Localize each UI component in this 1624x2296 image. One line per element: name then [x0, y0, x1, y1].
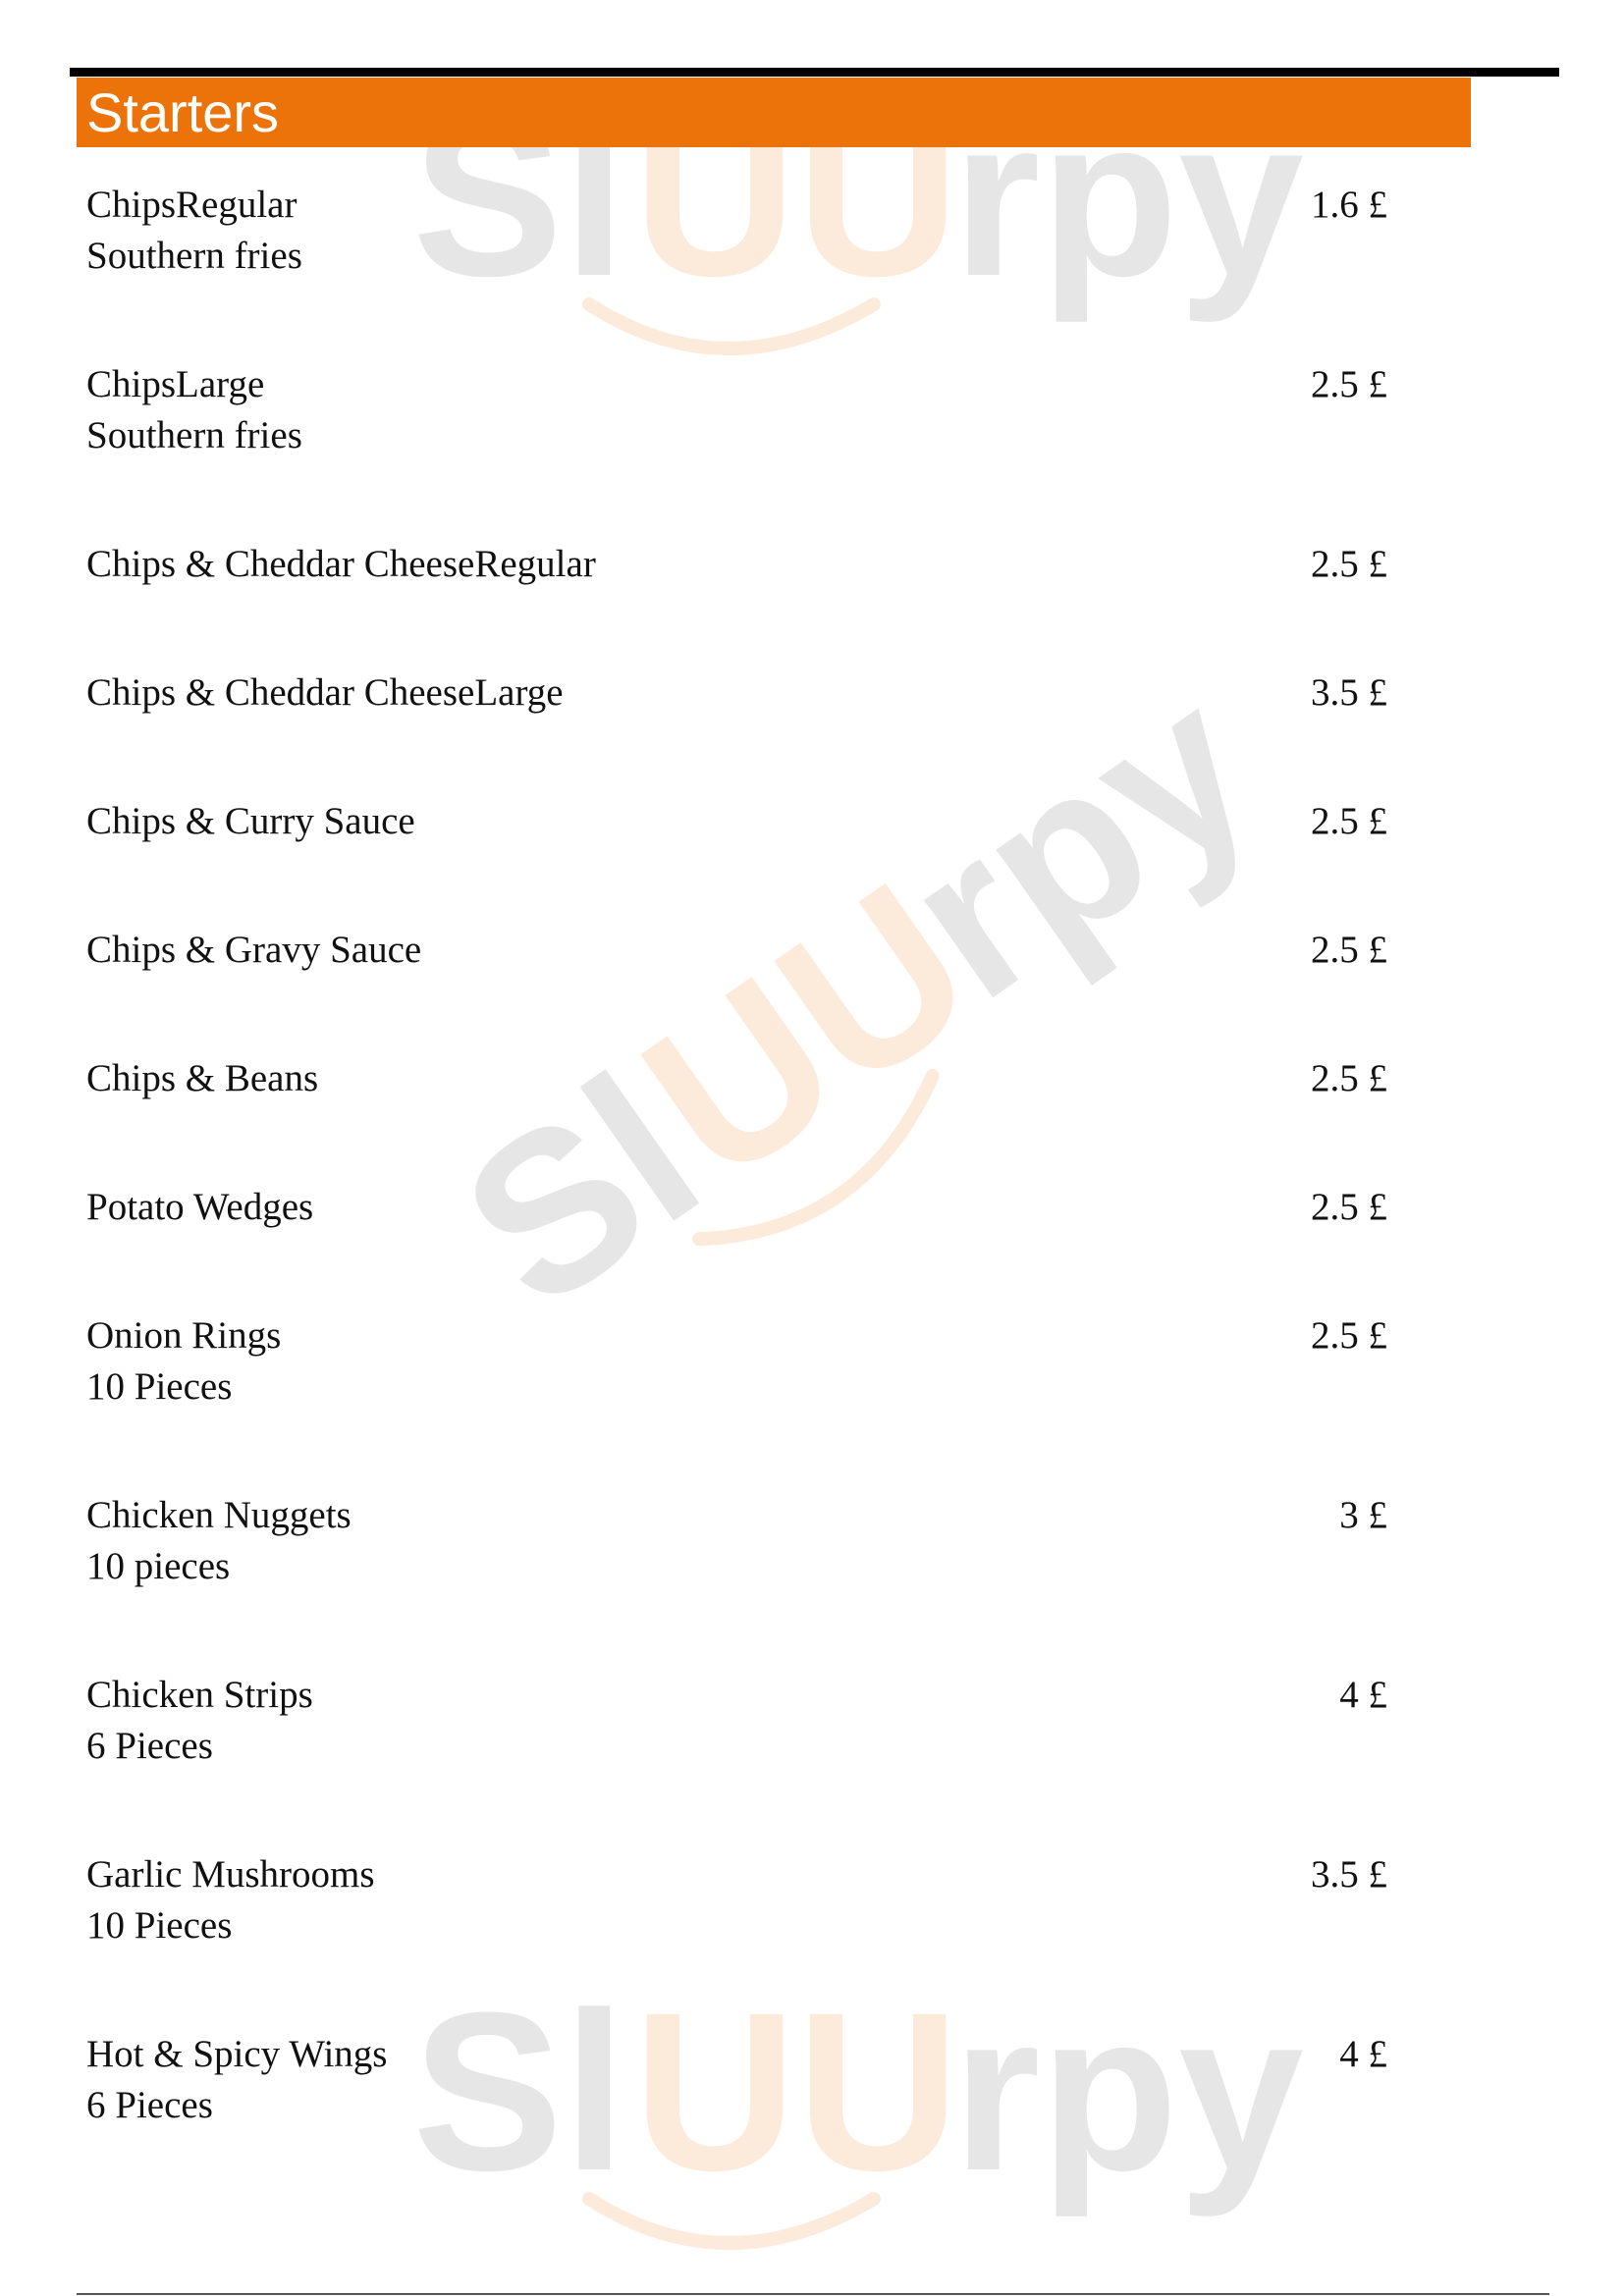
menu-item [86, 1849, 1387, 1967]
menu-item [86, 2029, 1387, 2147]
item-price: 2.5 £ [1311, 1057, 1387, 1099]
svg-text:rpy: rpy [952, 71, 1304, 323]
menu-item [86, 1670, 1387, 1788]
item-description: 6 Pieces [86, 1725, 213, 1767]
item-name: Chips & Beans [86, 1057, 319, 1099]
menu-item [86, 1182, 1387, 1300]
item-name: Onion Rings [86, 1314, 282, 1357]
item-name: Potato Wedges [86, 1186, 314, 1228]
item-price: 2.5 £ [1311, 1186, 1387, 1228]
item-price: 2.5 £ [1311, 363, 1387, 405]
item-price: 4 £ [1339, 2033, 1387, 2075]
svg-text:Sl: Sl [412, 71, 626, 323]
item-name: Chips & Cheddar CheeseRegular [86, 543, 596, 585]
item-price: 2.5 £ [1311, 543, 1387, 585]
item-name: Hot & Spicy Wings [86, 2033, 388, 2075]
item-name: Chicken Strips [86, 1674, 313, 1716]
item-description: Southern fries [86, 235, 302, 277]
item-description: 6 Pieces [86, 2084, 213, 2126]
menu-item [86, 1490, 1387, 1608]
section-header [77, 78, 1471, 147]
item-description: 10 Pieces [86, 1365, 233, 1408]
top-divider [70, 68, 1559, 77]
svg-text:rpy: rpy [952, 1965, 1304, 2217]
menu-item [86, 1310, 1387, 1428]
item-name: Chicken Nuggets [86, 1494, 352, 1536]
item-price: 2.5 £ [1311, 1314, 1387, 1357]
item-price: 3 £ [1339, 1494, 1387, 1536]
item-price: 2.5 £ [1311, 929, 1387, 971]
item-name: Chips & Curry Sauce [86, 800, 415, 842]
svg-text:Sl: Sl [412, 1965, 626, 2217]
item-name: Chips & Cheddar CheeseLarge [86, 671, 564, 714]
item-price: 3.5 £ [1311, 1853, 1387, 1896]
svg-text:Sl: Sl [420, 1026, 740, 1357]
item-description: 10 pieces [86, 1545, 231, 1587]
item-name: Garlic Mushrooms [86, 1853, 375, 1896]
item-description: 10 Pieces [86, 1904, 233, 1947]
item-name: ChipsLarge [86, 363, 265, 405]
menu-item [86, 796, 1387, 914]
menu-item [86, 1053, 1387, 1171]
item-price: 4 £ [1339, 1674, 1387, 1716]
item-price: 1.6 £ [1311, 184, 1387, 226]
menu-item [86, 359, 1387, 477]
menu-item [86, 667, 1387, 785]
menu-item [86, 180, 1387, 297]
menu-item [86, 539, 1387, 657]
section-title: Starters [86, 81, 280, 143]
svg-text:rpy: rpy [862, 637, 1296, 1046]
item-name: Chips & Gravy Sauce [86, 929, 422, 971]
menu-item [86, 925, 1387, 1042]
item-description: Southern fries [86, 414, 302, 456]
item-name: ChipsRegular [86, 184, 298, 226]
svg-text:UU: UU [633, 71, 960, 323]
item-price: 3.5 £ [1311, 671, 1387, 714]
bottom-divider [77, 2293, 1549, 2295]
svg-text:UU: UU [601, 834, 1014, 1230]
svg-text:UU: UU [633, 1965, 960, 2217]
item-price: 2.5 £ [1311, 800, 1387, 842]
